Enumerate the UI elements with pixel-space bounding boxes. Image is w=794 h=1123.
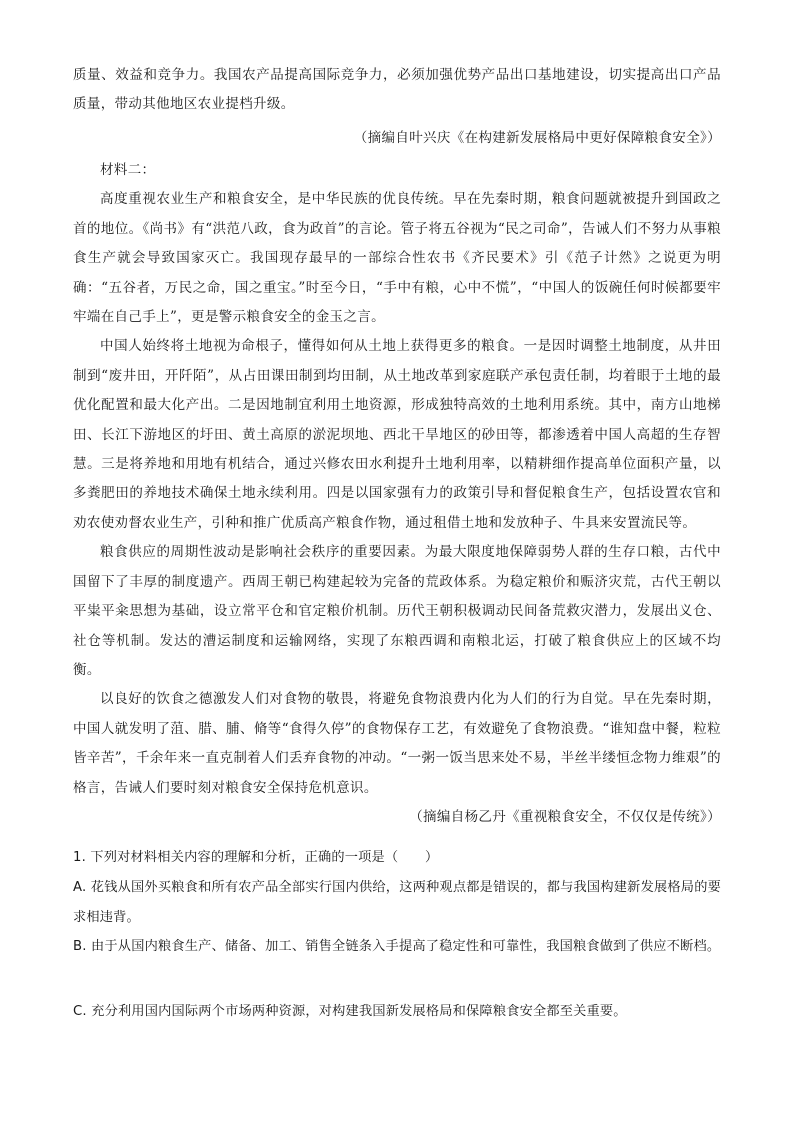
paragraph: 中国人始终将土地视为命根子，懂得如何从土地上获得更多的粮食。一是因时调整土地制度，从井田制到“废井田，开阡陌”，从占田课田制到均田制，从土地改革到家庭联产承包责任制，均着眼于土地的最优化配置和最大化产出。二是因地制宜利用土地资源，形成独特高效的土地利用系统。其中，南方山地梯田、长江下游地区的圩田、黄土高原的淤泥坝地、西北干旱地区的砂田等，都渗透着中国人高超的生存智慧。三是将养地和用地有机结合，通过兴修农田水利提升土地利用率，以精耕细作提高单位面积产量，以多粪肥田的养地技术确保土地永续利用。四是以国家强有力的政策引导和督促粮食生产，包括设置农官和劝农使劝督农业生产，引种和推广优质高产粮食作物，通过租借土地和发放种子、牛具来安置流民等。 (73, 338, 721, 531)
option-c: C. 充分利用国内国际两个市场两种资源，对构建我国新发展格局和保障粮食安全都至关重要。 (73, 1004, 627, 1019)
paragraph: 粮食供应的周期性波动是影响社会秩序的重要因素。为最大限度地保障弱势人群的生存口粮，古代中国留下了丰厚的制度遗产。西周王朝已构建起较为完备的荒政体系。为稳定粮价和赈济灾荒，古代王朝以平粜平籴思想为基础，设立常平仓和官定粮价机制。历代王朝积极调动民间备荒救灾潜力，发展出义仓、社仓等机制。发达的漕运制度和运输网络，实现了东粮西调和南粮北运，打破了粮食供应上的区域不均衡。 (73, 544, 721, 678)
source-citation: （摘编自杨乙丹《重视粮食安全，不仅仅是传统》） (409, 808, 721, 825)
paragraph: 以良好的饮食之德激发人们对食物的敬畏，将避免食物浪费内化为人们的行为自觉。早在先秦时期，中国人就发明了菹、腊、脯、脩等“食得久停”的食物保存工艺，有效避免了食物浪费。“谁知盘中餐，粒粒皆辛苦”，千余年来一直克制着人们丢弃食物的冲动。“一粥一饭当思来处不易，半丝半缕恒念物力维艰”的格言，告诫人们要时刻对粮食安全保持危机意识。 (73, 691, 721, 796)
option-b: B. 由于从国内粮食生产、储备、加工、销售全链条入手提高了稳定性和可靠性，我国粮食做到了供应不断档。 (73, 939, 721, 954)
paragraph: 高度重视农业生产和粮食安全，是中华民族的优良传统。早在先秦时期，粮食问题就被提升到国政之首的地位。《尚书》有“洪范八政，食为政首”的言论。管子将五谷视为“民之司命”，告诫人们不努力从事粮食生产就会导致国家灭亡。我国现存最早的一部综合性农书《齐民要术》引《范子计然》之说更为明确：“五谷者，万民之命，国之重宝。”时至今日，“手中有粮，心中不慌”，“中国人的饭碗任何时候都要牢牢端在自己手上”，更是警示粮食安全的金玉之言。 (73, 191, 721, 326)
material-one-continuation (73, 61, 721, 120)
source-citation: （摘编自叶兴庆《在构建新发展格局中更好保障粮食安全》） (353, 130, 721, 146)
material-two (73, 156, 721, 832)
paragraph: 质量、效益和竞争力。我国农产品提高国际竞争力，必须加强优势产品出口基地建设，切实提高出口产品质量，带动其他地区农业提档升级。 (73, 67, 721, 113)
material-one-source (73, 124, 721, 153)
option-a: A. 花钱从国外买粮食和所有农产品全部实行国内供给，这两种观点都是错误的，都与我国构建新发展格局的要求相违背。 (73, 880, 721, 925)
question-stem: 1. 下列对材料相关内容的理解和分析，正确的一项是（ ） (73, 850, 439, 865)
section-heading: 材料二： (100, 162, 156, 178)
